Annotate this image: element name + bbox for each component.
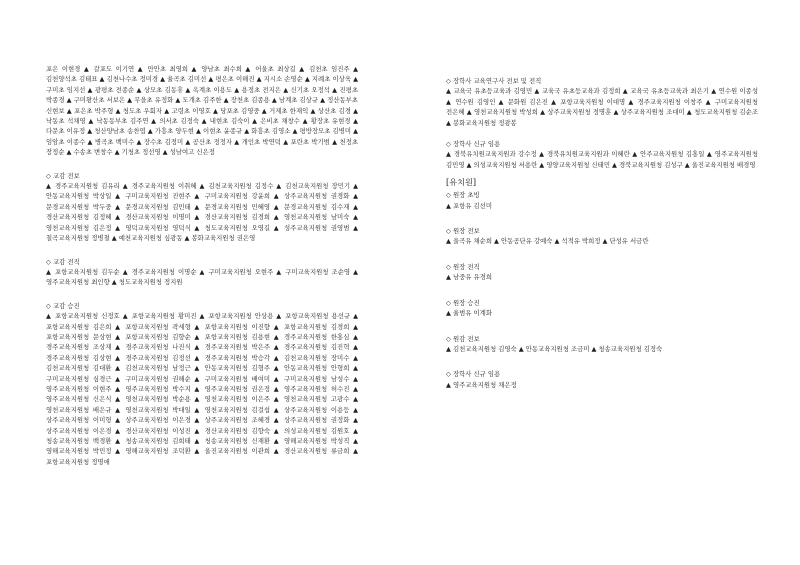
kinder-vice-principal-transfer-section [446,334,758,355]
section-title: ◇ 원장 초빙 [446,191,480,200]
kinder-principal-reassignment-section [446,262,758,283]
section-title: ◇ 장학사 교육연구사 전보 및 전직 [446,77,542,85]
left-column [46,64,358,472]
kinder-principal-transfer-section [446,226,758,247]
section-body: ▲ 영주교육지원청 채은정 [446,380,517,389]
section-title: ◇ 장학사 신규 임용 [446,140,501,149]
section-title: ◇ 교감 승진 [46,301,80,310]
kinder-supervisor-appointment-section [446,369,758,390]
section-body: ▲ 남중유 유경희 [446,273,493,282]
section-body: ▲ 경북유치원교육지원과 강수정 ▲ 경북유치원교육지원과 이혜란 ▲ 안주교육지원청 김홍일 ▲ 영주교육지원청 김민영 ▲ 의성교육지원청 서용란 ▲ 영양교육지원청 신태민 ▲ 경북교육지원청 김성구 ▲ 울진교육지원청 배경영 [446,150,758,169]
kindergarten-heading: [유치원] [446,177,477,188]
section-body: ▲ 교육국 유초등교육과 김영민 ▲ 교육국 유초등교육과 김정희 ▲ 교육국 유초등교육과 최은기 ▲ 연수원 이종성 ▲ 연수원 김영인 ▲ 문화원 김은진 ▲ 포항교육지원청 이대명 ▲ 경주교육지원청 이창주 ▲ 구미교육지원청 전은혜 ▲ 영천교육지원청 박성희 ▲ 상주교육지원청 정명훈 ▲ 상주교육지원청 조대미 ▲ 청도교육지원청 김순조 ▲ 봉화교육지원청 정광봉 [446,87,758,127]
vice-principal-reassignment-section [46,257,358,288]
section-title: ◇ 교감 전보 [46,171,80,180]
vice-principal-transfer-section [46,171,358,244]
section-title: ◇ 원감 전보 [446,334,480,343]
vice-principal-promotion-section [46,301,358,468]
right-column [446,76,758,395]
section-body: ▲ 포항유 김선미 [446,201,493,210]
section-title: ◇ 교감 전직 [46,257,80,266]
kinder-principal-promotion-section [446,298,758,319]
section-title: ◇ 원장 전보 [446,227,480,236]
principal-list-continuation [46,64,358,158]
section-body: ▲ 울곡유 채순희 ▲ 안동공단유 강예숙 ▲ 석적유 박희정 ▲ 단성유 서금란 [446,237,649,246]
section-title: ◇ 원장 전직 [446,262,480,271]
section-body: ▲ 포항교육지원청 김두순 ▲ 경주교육지원청 이명순 ▲ 구미교육지원청 오현주 ▲ 구미교육지원청 조순영 ▲ 영주교육지원청 최인향 ▲ 청도교육지원청 정지원 [46,267,358,287]
section-body: ▲ 김천교육지원청 김영숙 ▲ 안동교육지원청 조금미 ▲ 청송교육지원청 김정숙 [446,344,663,353]
supervisor-transfer-section [446,76,758,128]
section-body: 포은 이현경 ▲ 갈포도 이기연 ▲ 만안초 최영희 ▲ 양남초 최수희 ▲ 어울초 최상길 ▲ 김천초 임진주 ▲ 김천양석초 김태표 ▲ 김천나수초 정미경 ▲ 율곡초 김미선 ▲ 평은초 이해진 ▲ 지시소 손영순 ▲ 지례초 이상욱 ▲ 구미초 임지선 ▲ 광평초 전종순 ▲ 상모초 김동휴 ▲ 옥계초 이용도 ▲ 용정초 전지은 ▲ 신기초 오정석 ▲ 진평초 박종경 ▲ 구미왕산초 서보은 ▲ 무을초 유정화 ▲ 도개초 김주한 ▲ 장천초 김종용 ▲ 남계초 김상규 ▲ 정산동부초 신현보 ▲ 포은초 박주형 ▲ 청도초 우회자 ▲ 고령초 이영호 ▲ 당포초 김영중 ▲ 거제초 한재익 ▲ 상산초 김경 ▲ 낙동초 석채영 ▲ 낙동동부초 김주연 ▲ 의서초 김정숙 ▲ 내현초 김숙이 ▲ 은비초 채창수 ▲ 황장초 유현경 ▲ 다문초 이유정 ▲ 청산양남초 송찬엽 ▲ 가흥초 양두현 ▲ 이현초 윤종규 ▲ 화흥초 김영소 ▲ 평방장모초 김병미 ▲ 임암초 이종수 ▲ 병곡초 백미수 ▲ 장수초 김정미 ▲ 공산초 정정자 ▲ 개인초 박연덕 ▲ 포란초 박기범 ▲ 천정초 장정순 ▲ 수송초 변창수 ▲ 기청초 정선영 ▲ 성남여고 신은정 [46,65,358,157]
section-body: ▲ 경주교육지원청 김유리 ▲ 경주교육지원청 이취혜 ▲ 김천교육지원청 김정수 ▲ 김천교육지원청 장민기 ▲ 안동교육지원청 박상일 ▲ 구미교육지원청 진현주 ▲ 구미교육지원청 강윤희 ▲ 상주교육지원청 권경화 ▲ 문경교육지원청 박두중 ▲ 문경교육지원청 김민태 ▲ 문경교육지원청 민혜영 ▲ 문경교육지원청 김수재 ▲ 경산교육지원청 김정혜 ▲ 경산교육지원청 이명미 ▲ 경산교육지원청 김경희 ▲ 영천교육지원청 남미숙 ▲ 영천교육지원청 김은정 ▲ 영덕교육지원청 영덕식 ▲ 청도교육지원청 오영길 ▲ 성주교육지원청 권영범 ▲ 칠곡교육지원청 정병철 ▲ 예천교육지원청 심광동 ▲ 봉화교육지원청 권은영 [46,182,358,243]
supervisor-appointment-section [446,139,758,170]
section-title: ◇ 원장 승진 [446,298,480,307]
section-title: ◇ 장학사 신규 임용 [446,370,501,379]
kinder-principal-invite-section [446,190,758,211]
section-body: ▲ 포항교육지원청 신정호 ▲ 포항교육지원청 황미진 ▲ 포항교육지원청 안상용 ▲ 포항교육지원청 용선규 ▲ 포항교육지원청 김은희 ▲ 포항교육지원청 곽세형 ▲ 포항교육지원청 이진향 ▲ 포항교육지원청 김경희 ▲ 포항교육지원청 문상현 ▲ 포항교육지원청 김향순 ▲ 포항교육지원청 김용현 ▲ 경주교육지원청 한홍심 ▲ 경주교육지원청 조상재 ▲ 경주교육지원청 나진식 ▲ 경주교육지원청 박은주 ▲ 경주교육지원청 김진혁 ▲ 경주교육지원청 김상현 ▲ 경주교육지원청 김정선 ▲ 경주교육지원청 박승각 ▲ 김천교육지원청 장미수 ▲ 김천교육지원청 김대환 ▲ 김천교육지원청 남정근 ▲ 안동교육지원청 김형주 ▲ 안동교육지원청 안형희 ▲ 구미교육지원청 심경근 ▲ 구미교육지원청 권해순 ▲ 구미교육지원청 배여미 ▲ 구미교육지원청 남성수 ▲ 영주교육지원청 이현주 ▲ 영주교육지원청 박수지 ▲ 영주교육지원청 권은정 ▲ 영주교육지원청 허수진 ▲ 영주교육지원청 신은식 ▲ 영천교육지원청 박순용 ▲ 영천교육지원청 이은주 ▲ 영천교육지원청 고광수 ▲ 영천교육지원청 배은규 ▲ 영천교육지원청 박대일 ▲ 영천교육지원청 김걸섭 ▲ 상주교육지원청 이용등 ▲ 상주교육지원청 이미형 ▲ 상주교육지원청 이은경 ▲ 상주교육지원청 조혜경 ▲ 상주교육지원청 권정화 ▲ 상주교육지원청 이은경 ▲ 경산교육지원청 이성진 ▲ 경산교육지원청 김향숙 ▲ 의성교육지원청 김원호 ▲ 청송교육지원청 백경환 ▲ 청송교육지원청 김희태 ▲ 청송교육지원청 신재환 ▲ 영해교육지원청 박성직 ▲ 영해교육지원청 박민정 ▲ 영해교육지원청 조덕환 ▲ 울진교육지원청 이관희 ▲ 경산교육지원청 류금희 ▲ 포항교육지원청 정명애 [46,312,358,466]
section-body: ▲ 율범유 이계화 [446,309,493,318]
